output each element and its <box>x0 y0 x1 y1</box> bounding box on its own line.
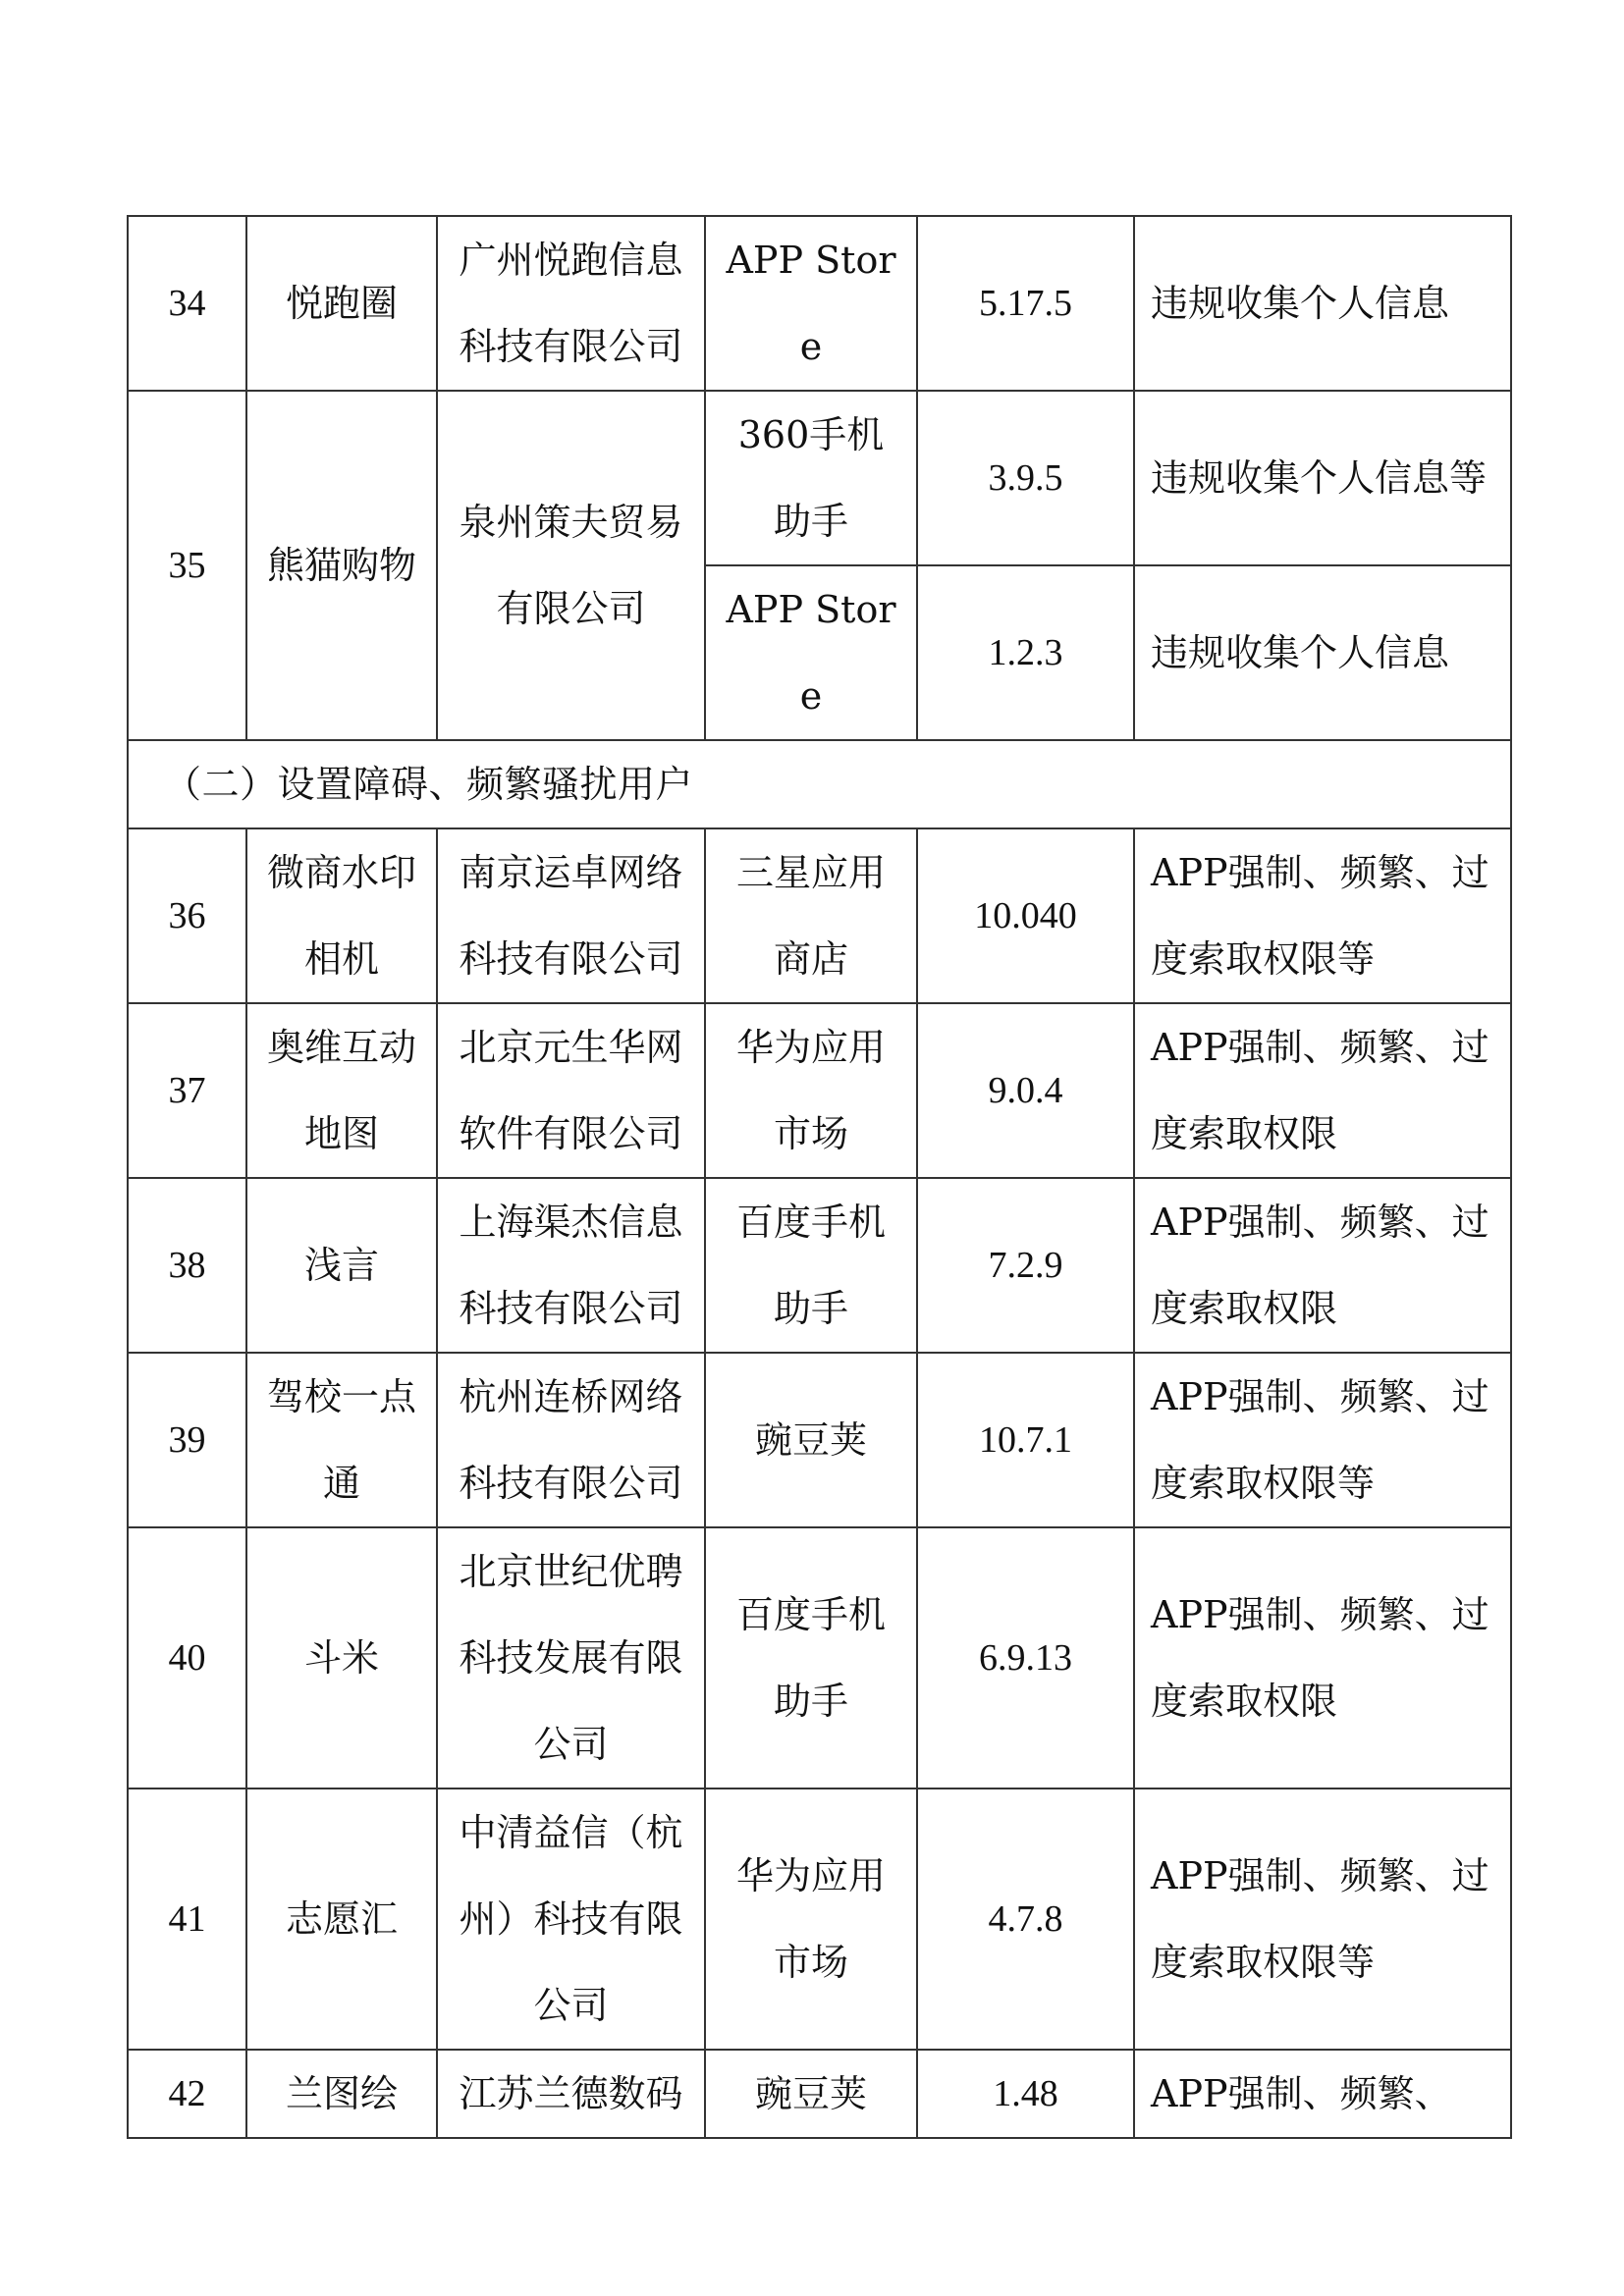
row-number: 40 <box>128 1527 246 1789</box>
app-store: 360手机助手 <box>705 391 917 565</box>
app-version: 4.7.8 <box>917 1789 1134 2050</box>
violation-issue: APP强制、频繁、过度索取权限等 <box>1134 828 1511 1003</box>
violation-issue: 违规收集个人信息等 <box>1134 391 1511 565</box>
app-name: 斗米 <box>246 1527 437 1789</box>
table-row <box>128 216 1511 391</box>
table-row <box>128 1178 1511 1353</box>
app-name: 浅言 <box>246 1178 437 1353</box>
company-name: 中清益信（杭州）科技有限公司 <box>437 1789 705 2050</box>
violation-issue: APP强制、频繁、过度索取权限等 <box>1134 1353 1511 1527</box>
app-store: APP Store <box>705 216 917 391</box>
violation-issue: APP强制、频繁、过度索取权限 <box>1134 1178 1511 1353</box>
violation-issue: 违规收集个人信息 <box>1134 216 1511 391</box>
app-name: 兰图绘 <box>246 2050 437 2138</box>
row-number: 39 <box>128 1353 246 1527</box>
violation-issue: APP强制、频繁、过度索取权限 <box>1134 1527 1511 1789</box>
company-name: 上海渠杰信息科技有限公司 <box>437 1178 705 1353</box>
company-name: 江苏兰德数码 <box>437 2050 705 2138</box>
table-row <box>128 391 1511 565</box>
company-name: 广州悦跑信息科技有限公司 <box>437 216 705 391</box>
row-number: 38 <box>128 1178 246 1353</box>
violation-issue: APP强制、频繁、过度索取权限 <box>1134 1003 1511 1178</box>
row-number: 36 <box>128 828 246 1003</box>
app-version: 5.17.5 <box>917 216 1134 391</box>
app-store: 豌豆荚 <box>705 1353 917 1527</box>
table-row <box>128 1353 1511 1527</box>
company-name: 北京世纪优聘科技发展有限公司 <box>437 1527 705 1789</box>
violation-issue: APP强制、频繁、 <box>1134 2050 1511 2138</box>
app-store: 百度手机助手 <box>705 1178 917 1353</box>
table-row <box>128 828 1511 1003</box>
row-number: 34 <box>128 216 246 391</box>
app-store: APP Store <box>705 565 917 740</box>
app-violation-table <box>127 215 1512 2139</box>
app-name: 志愿汇 <box>246 1789 437 2050</box>
row-number: 41 <box>128 1789 246 2050</box>
company-name: 杭州连桥网络科技有限公司 <box>437 1353 705 1527</box>
row-number: 42 <box>128 2050 246 2138</box>
section-heading: （二）设置障碍、频繁骚扰用户 <box>128 740 1511 828</box>
violation-issue: 违规收集个人信息 <box>1134 565 1511 740</box>
app-version: 10.7.1 <box>917 1353 1134 1527</box>
row-number: 37 <box>128 1003 246 1178</box>
violation-issue: APP强制、频繁、过度索取权限等 <box>1134 1789 1511 2050</box>
app-name: 驾校一点通 <box>246 1353 437 1527</box>
section-heading-row <box>128 740 1511 828</box>
app-store: 华为应用市场 <box>705 1789 917 2050</box>
table-row <box>128 2050 1511 2138</box>
app-version: 9.0.4 <box>917 1003 1134 1178</box>
app-store: 百度手机助手 <box>705 1527 917 1789</box>
app-name: 微商水印相机 <box>246 828 437 1003</box>
company-name: 南京运卓网络科技有限公司 <box>437 828 705 1003</box>
app-store: 三星应用商店 <box>705 828 917 1003</box>
app-version: 3.9.5 <box>917 391 1134 565</box>
app-version: 7.2.9 <box>917 1178 1134 1353</box>
app-version: 6.9.13 <box>917 1527 1134 1789</box>
row-number: 35 <box>128 391 246 740</box>
app-version: 1.2.3 <box>917 565 1134 740</box>
app-name: 熊猫购物 <box>246 391 437 740</box>
app-name: 奥维互动地图 <box>246 1003 437 1178</box>
app-name: 悦跑圈 <box>246 216 437 391</box>
app-store: 华为应用市场 <box>705 1003 917 1178</box>
app-store: 豌豆荚 <box>705 2050 917 2138</box>
company-name: 泉州策夫贸易有限公司 <box>437 391 705 740</box>
table-row <box>128 1789 1511 2050</box>
table-row <box>128 1003 1511 1178</box>
app-version: 1.48 <box>917 2050 1134 2138</box>
table-row <box>128 1527 1511 1789</box>
company-name: 北京元生华网软件有限公司 <box>437 1003 705 1178</box>
app-version: 10.040 <box>917 828 1134 1003</box>
